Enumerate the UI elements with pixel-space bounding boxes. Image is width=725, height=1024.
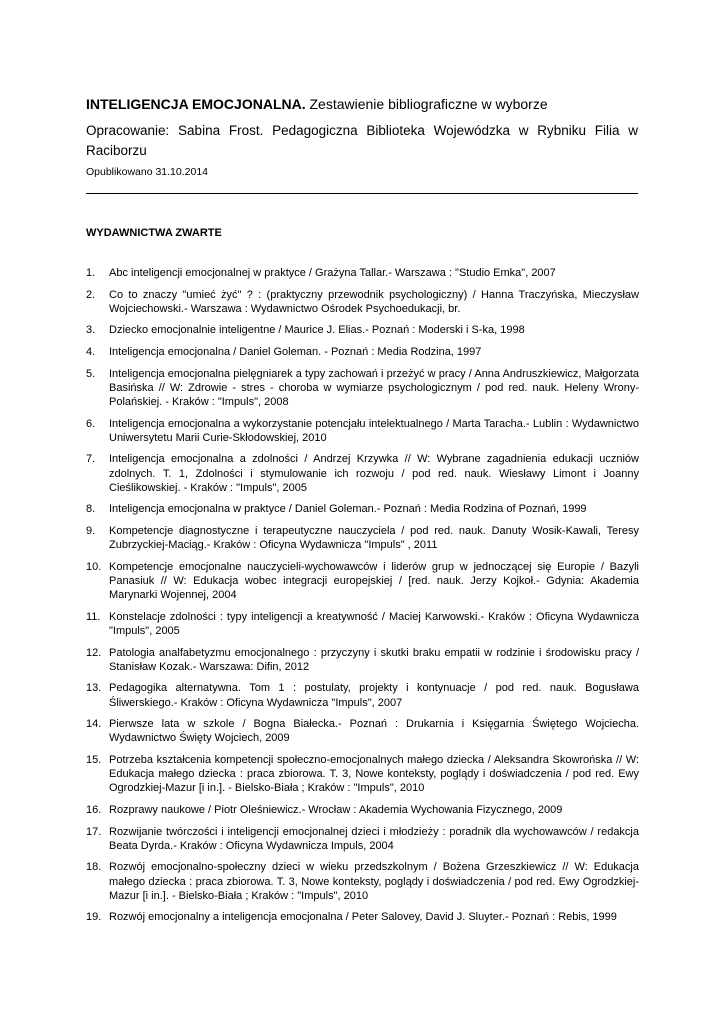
bibliography-entry xyxy=(86,502,639,516)
bibliography-entry xyxy=(86,681,639,709)
bibliography-entry xyxy=(86,417,639,445)
entry-number: 7. xyxy=(86,453,96,466)
entry-text: Abc inteligencji emocjonalnej w praktyce / Grażyna Tallar.- Warszawa : "Studio Emka", 2007 xyxy=(109,267,556,279)
entry-number: 15. xyxy=(86,753,102,766)
entry-number: 9. xyxy=(86,524,96,537)
document-subtitle: Opracowanie: Sabina Frost. Pedagogiczna Biblioteka Wojewódzka w Rybniku Filia w Raciborzu xyxy=(86,123,638,158)
bibliography-entry xyxy=(86,524,639,552)
bibliography-entry xyxy=(86,753,639,796)
document-title xyxy=(86,95,646,113)
entry-number: 6. xyxy=(86,417,96,430)
bibliography-entry xyxy=(86,288,639,316)
entry-text: Dziecko emocjonalnie inteligentne / Maurice J. Elias.- Poznań : Moderski i S-ka, 1998 xyxy=(109,324,525,337)
entry-text: Patologia analfabetyzmu emocjonalnego : przyczyny i skutki braku empatii w rodzinie i środowisku pracy / Stanisław Kozak.- Warszawa: Difin, 2012 xyxy=(109,646,639,673)
entry-text: Inteligencja emocjonalna a zdolności / Andrzej Krzywka // W: Wybrane zagadnienia edukacji uczniów zdolnych. T. 1, Zdolności i stymulowanie ich rozwoju / pod red. nauk. Wiesławy Limont i Joanny Cieślikowskiej. - Kraków : "Impuls", 2005 xyxy=(109,453,639,494)
bibliography-entry xyxy=(86,910,639,924)
entry-text: Rozwijanie twórczości i inteligencji emocjonalnej dzieci i młodzieży : poradnik dla wychowawców / redakcja Beata Dyrda.- Kraków : Oficyna Wydawnicza Impuls, 2004 xyxy=(109,825,639,852)
entry-text: Inteligencja emocjonalna w praktyce / Daniel Goleman.- Poznań : Media Rodzina of Poznań, 1999 xyxy=(109,503,587,516)
entry-number: 14. xyxy=(86,718,102,731)
bibliography-list xyxy=(86,266,639,932)
entry-text: Potrzeba kształcenia kompetencji społeczno-emocjonalnych małego dziecka / Aleksandra Skowrońska // W: Edukacja małego dziecka : praca zbiorowa. T. 3, Nowe konteksty, poglądy i doświadczenia / pod red. Ewy Ogrodzkiej-Mazur [i in.]. - Bielsko-Biała ; Kraków : "Impuls", 2010 xyxy=(109,753,639,795)
bibliography-entry xyxy=(86,452,639,495)
entry-number: 12. xyxy=(86,646,102,659)
title-rest: Zestawienie bibliograficzne w wyborze xyxy=(305,96,548,112)
entry-number: 4. xyxy=(86,345,96,358)
entry-text: Rozprawy naukowe / Piotr Oleśniewicz.- Wrocław : Akademia Wychowania Fizycznego, 2009 xyxy=(109,803,563,816)
entry-text: Inteligencja emocjonalna / Daniel Goleman. - Poznań : Media Rodzina, 1997 xyxy=(109,345,482,358)
bibliography-entry xyxy=(86,803,639,817)
entry-text: Rozwój emocjonalny a inteligencja emocjonalna / Peter Salovey, David J. Sluyter.- Poznań : Rebis, 1999 xyxy=(109,911,617,924)
bibliography-entry xyxy=(86,646,639,674)
entry-number: 5. xyxy=(86,367,96,380)
entry-text: Rozwój emocjonalno-społeczny dzieci w wieku przedszkolnym / Bożena Grzeszkiewicz // W: Edukacja małego dziecka : praca zbiorowa. T. 3, Nowe konteksty, poglądy i doświadczenia / pod red. Ewy Ogrodzkiej-Mazur [i in.]. - Bielsko-Biała ; Kraków : "Impuls", 2010 xyxy=(109,861,639,902)
entry-text: Kompetencje diagnostyczne i terapeutyczne nauczyciela / pod red. nauk. Danuty Wosik-Kawali, Teresy Zubrzyckiej-Maciąg.- Kraków : Oficyna Wydawnicza "Impuls" , 2011 xyxy=(109,524,639,552)
bibliography-entry xyxy=(86,345,639,359)
entry-text: Co to znaczy "umieć żyć" ? : (praktyczny przewodnik psychologiczny) / Hanna Traczyńska, Mieczysław Wojciechowski.- Warszawa : Wydawnictwo Ośrodek Psychoedukacji, br. xyxy=(109,288,639,315)
entry-number: 2. xyxy=(86,288,96,301)
entry-number: 10. xyxy=(86,560,102,573)
entry-text: Inteligencja emocjonalna a wykorzystanie potencjału intelektualnego / Marta Taracha.- Lublin : Wydawnictwo Uniwersytetu Marii Curie-Skłodowskiej, 2010 xyxy=(109,417,639,444)
entry-text: Pierwsze lata w szkole / Bogna Białecka.- Poznań : Drukarnia i Księgarnia Świętego Wojciecha. Wydawnictwo Święty Wojciech, 2009 xyxy=(109,718,639,745)
entry-number: 1. xyxy=(86,267,96,279)
entry-text: Kompetencje emocjonalne nauczycieli-wychowawców i liderów grup w jednoczącej się Europie / Bazyli Panasiuk // W: Edukacja wobec integracji europejskiej / [red. nauk. Jerzy Kojkoł.- Gdynia: Akademia Marynarki Wojennej, 2004 xyxy=(109,560,639,602)
entry-number: 16. xyxy=(86,803,102,816)
entry-number: 11. xyxy=(86,610,101,623)
entry-text: Inteligencja emocjonalna pielęgniarek a typy zachowań i przeżyć w pracy / Anna Andruszkiewicz, Małgorzata Basińska // W: Zdrowie - stres - choroba w wymiarze psychologicznym / pod red. nauk. Heleny Wrony-Polańskiej. - Kraków : "Impuls", 2008 xyxy=(109,367,639,408)
section-heading: WYDAWNICTWA ZWARTE xyxy=(86,227,222,239)
entry-number: 18. xyxy=(86,861,102,874)
bibliography-entry xyxy=(86,367,639,410)
bibliography-entry xyxy=(86,860,639,903)
bibliography-entry xyxy=(86,825,639,853)
entry-number: 13. xyxy=(86,682,102,695)
entry-text: Konstelacje zdolności : typy inteligencji a kreatywność / Maciej Karwowski.- Kraków : Oficyna Wydawnicza "Impuls", 2005 xyxy=(109,610,639,637)
entry-number: 3. xyxy=(86,324,96,337)
bibliography-entry xyxy=(86,266,639,280)
bibliography-entry xyxy=(86,610,639,638)
publication-date: Opublikowano 31.10.2014 xyxy=(86,166,209,178)
title-bold: INTELIGENCJA EMOCJONALNA. xyxy=(86,96,306,112)
bibliography-entry xyxy=(86,323,639,337)
bibliography-entry xyxy=(86,717,639,745)
entry-number: 8. xyxy=(86,503,96,516)
entry-number: 19. xyxy=(86,911,102,924)
bibliography-entry xyxy=(86,560,639,603)
entry-number: 17. xyxy=(86,825,102,838)
header-divider xyxy=(86,193,638,194)
entry-text: Pedagogika alternatywna. Tom 1 : postulaty, projekty i kontynuacje / pod red. nauk. Bogusława Śliwerskiego.- Kraków : Oficyna Wydawnicza "Impuls", 2007 xyxy=(109,682,639,709)
